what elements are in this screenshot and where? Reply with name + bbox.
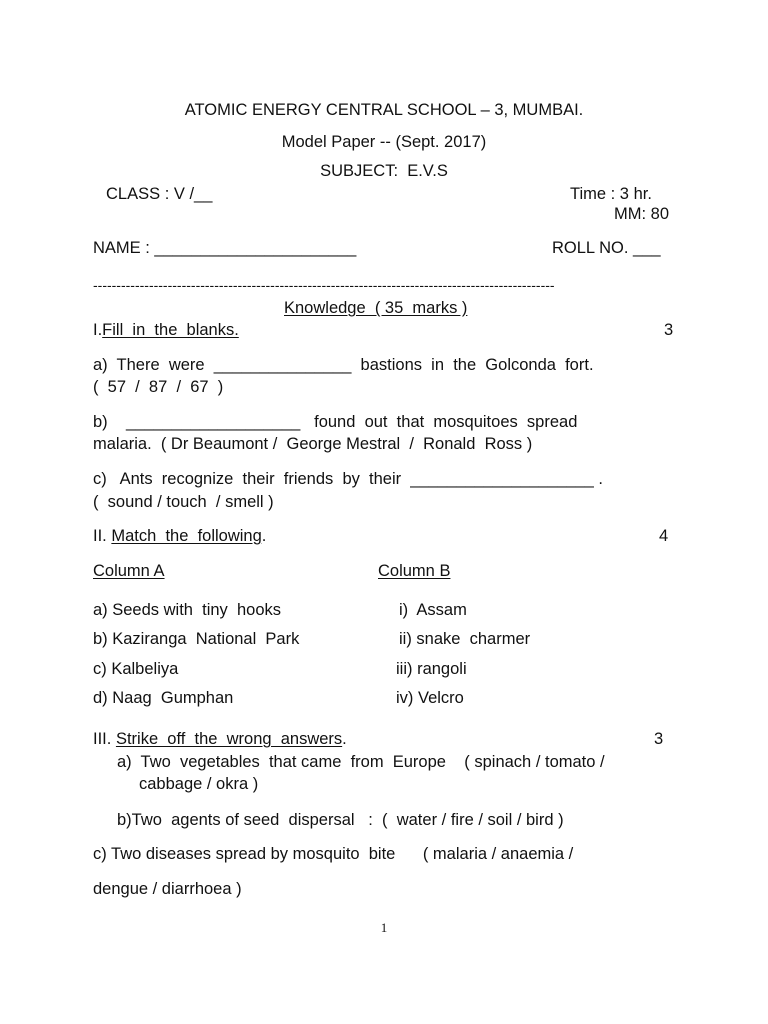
question-2-marks: 4 xyxy=(659,527,669,545)
question-3-number: III. xyxy=(93,730,112,748)
divider-line: --------------------------------------------------------------------------------------------------- xyxy=(93,278,555,292)
question-2-heading xyxy=(93,528,266,545)
q1-item-b-line1: b) ___________________ found out that mosquitoes spread xyxy=(93,413,578,431)
subject-line: SUBJECT: E.V.S xyxy=(320,162,448,180)
question-3-heading xyxy=(93,731,347,748)
question-1-title: Fill in the blanks. xyxy=(102,321,239,339)
question-2-number: II. xyxy=(93,527,107,545)
q1-item-b-options: malaria. ( Dr Beaumont / George Mestral / Ronald Ross ) xyxy=(93,435,533,453)
match-left-item: d) Naag Gumphan xyxy=(93,689,234,707)
paper-title: Model Paper -- (Sept. 2017) xyxy=(281,133,487,151)
q3-item-b-line1: b)Two agents of seed dispersal : ( water / fire / soil / bird ) xyxy=(117,811,564,829)
school-name: ATOMIC ENERGY CENTRAL SCHOOL – 3, MUMBAI. xyxy=(184,101,584,119)
q1-item-a-line1: a) There were _______________ bastions in the Golconda fort. xyxy=(93,356,594,374)
roll-number-field: ROLL NO. ___ xyxy=(552,239,661,257)
match-left-item: b) Kaziranga National Park xyxy=(93,630,300,648)
section-heading: Knowledge ( 35 marks ) xyxy=(284,299,468,317)
match-right-item: iv) Velcro xyxy=(396,689,464,707)
q3-item-c-line1: c) Two diseases spread by mosquito bite ( malaria / anaemia / xyxy=(93,845,574,863)
q3-item-a-line1: a) Two vegetables that came from Europe ( spinach / tomato / xyxy=(117,753,605,771)
column-a-heading: Column A xyxy=(93,562,165,580)
question-3-title: Strike off the wrong answers xyxy=(115,730,343,748)
match-right-item: iii) rangoli xyxy=(396,660,467,678)
question-3-marks: 3 xyxy=(654,730,664,748)
class-field: CLASS : V /__ xyxy=(106,185,213,203)
q3-item-a-line2: cabbage / okra ) xyxy=(139,775,259,793)
time-allowed: Time : 3 hr. xyxy=(570,185,652,203)
match-right-item: ii) snake charmer xyxy=(399,630,531,648)
match-left-item: c) Kalbeliya xyxy=(93,660,179,678)
match-right-item: i) Assam xyxy=(399,601,467,619)
q1-item-c-options: ( sound / touch / smell ) xyxy=(93,493,274,511)
q1-item-c-line1: c) Ants recognize their friends by their ____________________ . xyxy=(93,470,604,488)
question-1-marks: 3 xyxy=(664,321,674,339)
question-2-period: . xyxy=(261,527,267,545)
question-3-period: . xyxy=(342,730,347,748)
name-field: NAME : ______________________ xyxy=(93,239,357,257)
q3-item-c-line2: dengue / diarrhoea ) xyxy=(93,880,242,898)
question-1-number: I. xyxy=(93,321,103,339)
maximum-marks: MM: 80 xyxy=(614,205,670,223)
question-1-heading xyxy=(93,322,239,339)
match-left-item: a) Seeds with tiny hooks xyxy=(93,601,282,619)
column-b-heading: Column B xyxy=(378,562,451,580)
page-number: 1 xyxy=(380,920,388,935)
question-2-title: Match the following xyxy=(111,527,262,545)
q1-item-a-options: ( 57 / 87 / 67 ) xyxy=(93,378,224,396)
